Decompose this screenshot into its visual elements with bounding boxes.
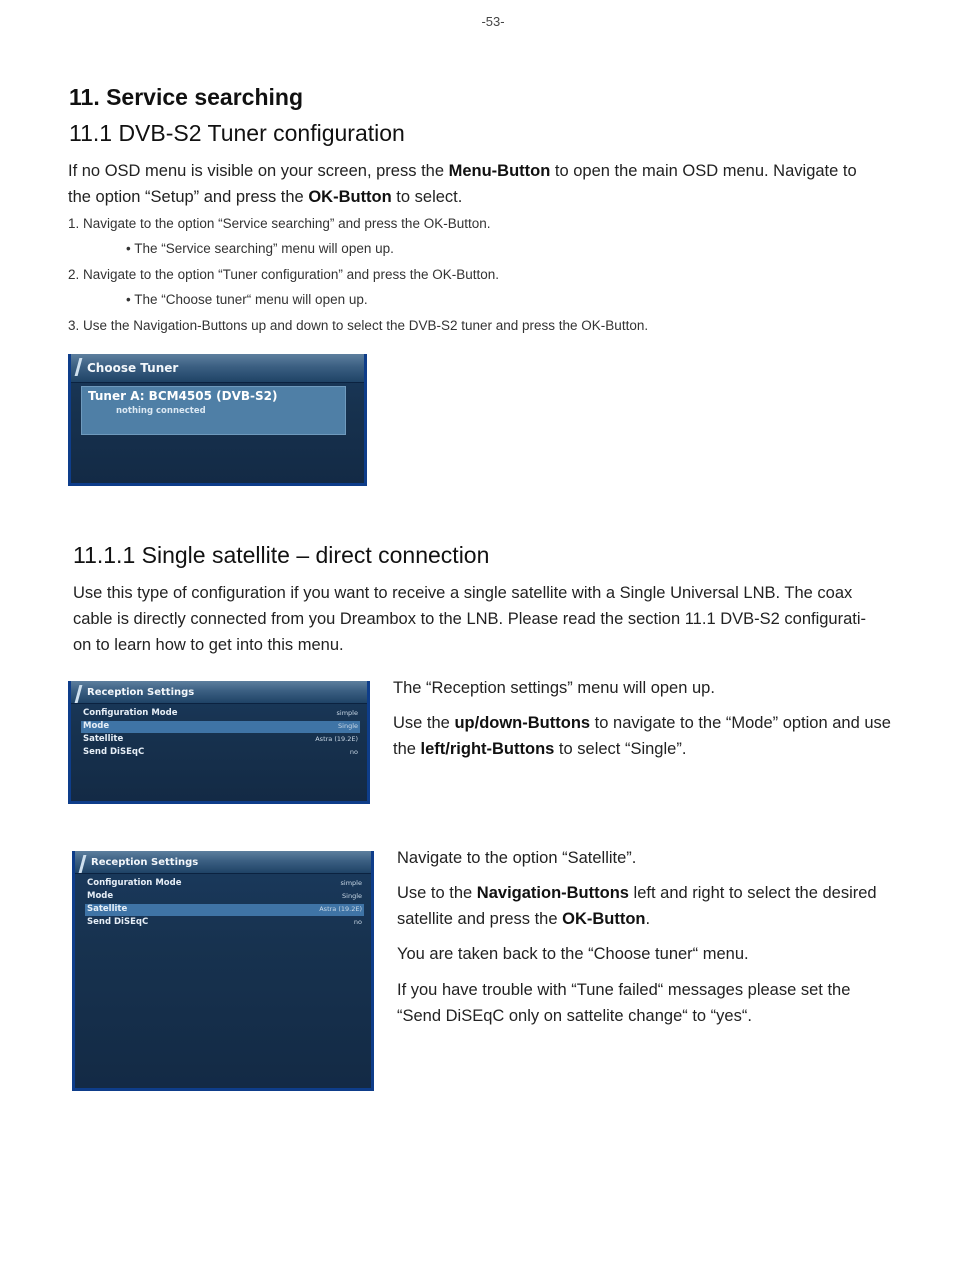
step-1-result: • The “Service searching” menu will open up. bbox=[126, 241, 394, 256]
tuner-status: nothing connected bbox=[116, 406, 206, 416]
reception-settings-screenshot-mode bbox=[68, 681, 370, 804]
single-intro-paragraph: Use this type of configuration if you want to receive a single satellite with a Single Universal LNB. The coax cable is directly connected from you Dreambox to the LNB. Please read the section 11.1 DVB-S2 configurati- on to learn how to get into this menu. bbox=[73, 584, 867, 654]
setting-row: Configuration Mode simple bbox=[83, 708, 358, 718]
osd-title-bar bbox=[71, 681, 367, 704]
setting-row-selected: Mode Single bbox=[83, 721, 358, 731]
subsection-heading: 11.1 DVB-S2 Tuner configuration bbox=[69, 120, 405, 146]
section-heading: 11. Service searching bbox=[69, 84, 303, 110]
setting-row: Configuration Mode simple bbox=[87, 878, 362, 888]
setting-row: Send DiSEqC no bbox=[87, 917, 362, 927]
setting-row: Send DiSEqC no bbox=[83, 747, 358, 757]
setting-row: Mode Single bbox=[87, 891, 362, 901]
step-3: 3. Use the Navigation-Buttons up and down to select the DVB-S2 tuner and press the OK-Button. bbox=[68, 318, 649, 333]
step-1: 1. Navigate to the option “Service searching” and press the OK-Button. bbox=[68, 216, 491, 231]
osd-title: Reception Settings bbox=[91, 857, 199, 868]
tuner-name: Tuner A: BCM4505 (DVB-S2) bbox=[88, 389, 278, 403]
setting-row-selected: Satellite Astra (19.2E) bbox=[87, 904, 362, 914]
setting-row: Satellite Astra (19.2E) bbox=[83, 734, 358, 744]
step-2: 2. Navigate to the option “Tuner configuration” and press the OK-Button. bbox=[68, 267, 499, 282]
reception-settings-screenshot-satellite bbox=[72, 851, 374, 1091]
intro-line-2: the option “Setup” and press the OK-Button to select. bbox=[68, 188, 463, 206]
ok-button-term: OK-Button bbox=[308, 188, 392, 206]
osd-title: Reception Settings bbox=[87, 687, 195, 698]
osd-title: Choose Tuner bbox=[87, 361, 179, 375]
step-2-result: • The “Choose tuner“ menu will open up. bbox=[126, 292, 368, 307]
choose-tuner-screenshot bbox=[68, 354, 367, 486]
osd-title-bar bbox=[71, 354, 364, 383]
osd-title-bar bbox=[75, 851, 371, 874]
mode-instructions: The “Reception settings” menu will open up. Use the up/down-Buttons to navigate to the “Mode” option and use the left/right-Buttons to select “Single”. bbox=[393, 679, 891, 758]
single-satellite-heading: 11.1.1 Single satellite – direct connection bbox=[73, 542, 490, 568]
menu-button-term: Menu-Button bbox=[448, 162, 551, 180]
intro-line-1: If no OSD menu is visible on your screen, press the Menu-Button to open the main OSD menu. Navigate to bbox=[68, 162, 857, 180]
page-number: -53- bbox=[481, 14, 505, 29]
intro-paragraph bbox=[68, 158, 857, 210]
satellite-instructions: Navigate to the option “Satellite”. Use to the Navigation-Buttons left and right to select the desired satellite and press the OK-Button. You are taken back to the “Choose tuner“ menu. If you have trouble with “Tune failed“ messages please set the “Send DiSEqC only on sattelite change“ to “yes“. bbox=[397, 849, 877, 1025]
tuner-list-item bbox=[81, 386, 346, 435]
